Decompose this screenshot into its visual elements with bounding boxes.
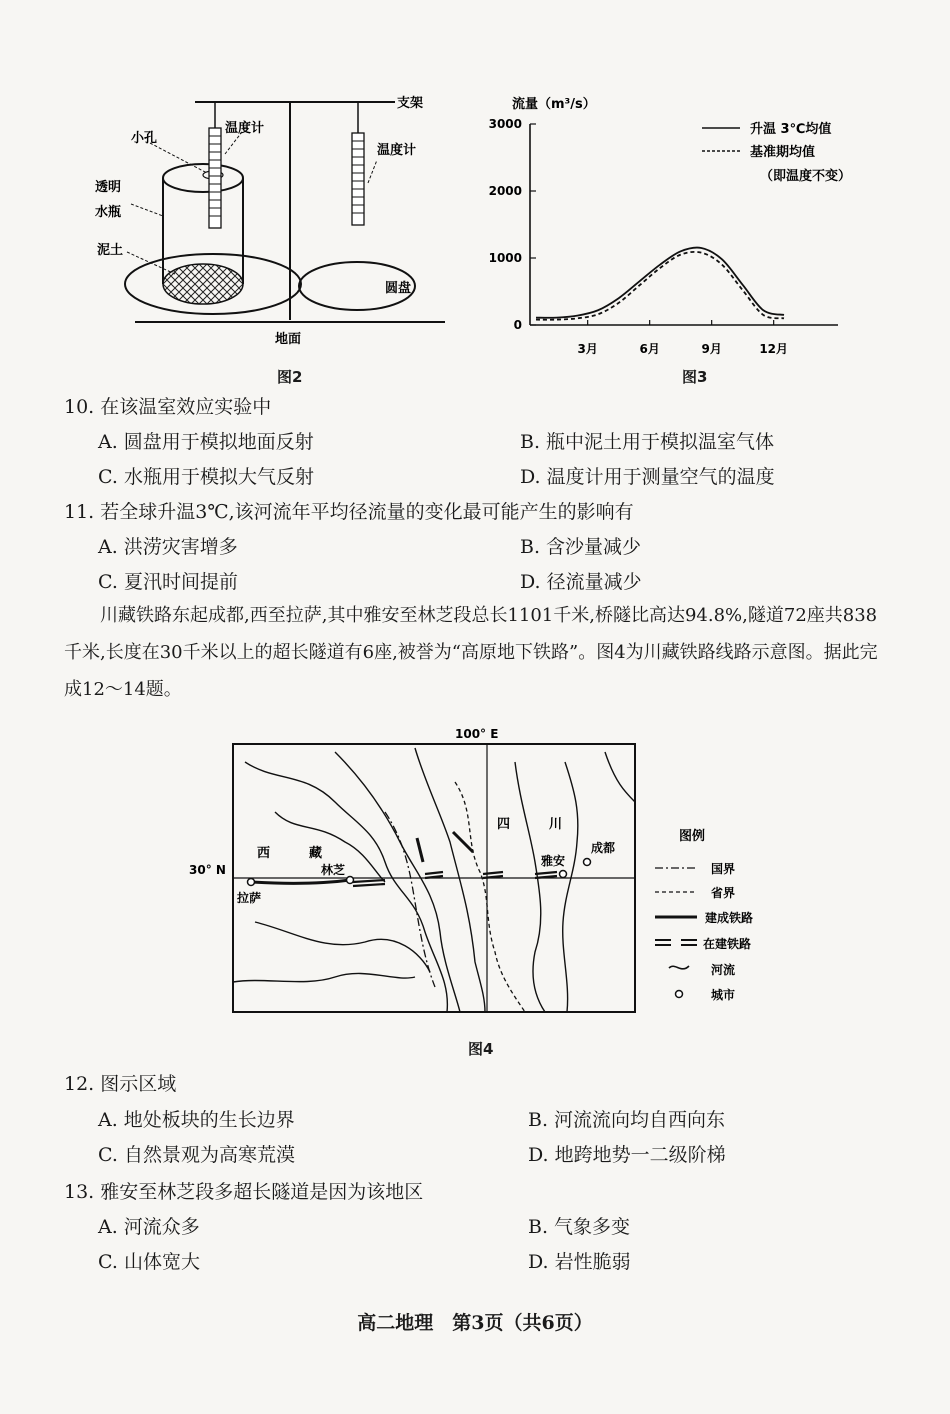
chart-x-tick-label: 12月: [759, 342, 789, 356]
legend-series-2: 基准期均值: [750, 145, 816, 160]
chart-x-tick-label: 3月: [577, 342, 598, 356]
railway-under-construction: [353, 872, 557, 882]
reading-passage: 川藏铁路东起成都,西至拉萨,其中雅安至林芝段总长1101千米,桥隧比高达94.8%,隧道72座共838千米,长度在30千米以上的超长隧道有6座,被誉为“高原地下铁路”。图4为川藏铁路线路示意图。据此完成12～14题。: [64, 605, 878, 700]
chart-y-tick-label: 1000: [488, 251, 522, 265]
question-11-option-b[interactable]: B. 含沙量减少: [520, 536, 642, 558]
city-chengdu-marker: [584, 859, 591, 866]
hole-label: 小孔: [131, 131, 158, 146]
question-13-option-b[interactable]: B. 气象多变: [528, 1216, 631, 1238]
figure-4-railway-map: [185, 722, 785, 1022]
city-linzhi-label: 林芝: [321, 863, 346, 877]
bottle-label-2: 水瓶: [95, 205, 122, 220]
question-12-option-d[interactable]: D. 地跨地势一二级阶梯: [528, 1144, 726, 1166]
city-chengdu-label: 成都: [591, 841, 616, 855]
question-13-stem: 13. 雅安至林芝段多超长隧道是因为该地区: [64, 1181, 424, 1203]
figure-3-caption: 图3: [682, 368, 708, 386]
figure-3-runoff-chart: [478, 88, 858, 363]
question-13-option-a[interactable]: A. 河流众多: [98, 1216, 200, 1238]
map-legend-title: 图例: [679, 829, 706, 844]
city-lasa-marker: [248, 879, 255, 886]
latitude-label: 30° N: [189, 863, 226, 877]
legend-built-railway: 建成铁路: [705, 911, 754, 925]
legend-city: 城市: [711, 988, 736, 1002]
legend-note: （即温度不变）: [760, 169, 852, 184]
question-13-option-c[interactable]: C. 山体宽大: [98, 1251, 200, 1273]
region-xizang-2: 藏: [309, 846, 323, 861]
figure-4-caption: 图4: [468, 1040, 494, 1058]
question-11-option-d[interactable]: D. 径流量减少: [520, 571, 642, 593]
figure-2-experiment-diagram: [95, 88, 455, 350]
question-10-option-b[interactable]: B. 瓶中泥土用于模拟温室气体: [520, 431, 775, 453]
question-11-option-a[interactable]: A. 洪涝灾害增多: [98, 536, 238, 558]
thermometer-label-1: 温度计: [225, 121, 265, 136]
region-xizang-1: 西: [257, 846, 271, 861]
series-baseline-line: [536, 252, 784, 320]
question-11-option-c[interactable]: C. 夏汛时间提前: [98, 571, 238, 593]
chart-x-tick-label: 9月: [701, 342, 722, 356]
disk-label: 圆盘: [385, 281, 412, 296]
question-13-option-d[interactable]: D. 岩性脆弱: [528, 1251, 631, 1273]
question-10-option-a[interactable]: A. 圆盘用于模拟地面反射: [98, 431, 314, 453]
figure-2-caption: 图2: [277, 368, 303, 386]
city-yaan-label: 雅安: [541, 854, 566, 868]
bottle-label-1: 透明: [95, 180, 122, 195]
question-10-stem: 10. 在该温室效应实验中: [64, 396, 272, 418]
ground-label: 地面: [275, 332, 302, 347]
rivers: [233, 748, 635, 1012]
chart-y-tick-label: 0: [513, 318, 522, 332]
question-10-option-d[interactable]: D. 温度计用于测量空气的温度: [520, 466, 775, 488]
legend-river: 河流: [711, 963, 736, 977]
city-linzhi-marker: [347, 877, 354, 884]
series-warming-3c-line: [536, 248, 784, 318]
legend-series-1: 升温 3℃均值: [750, 122, 832, 137]
question-10-option-c[interactable]: C. 水瓶用于模拟大气反射: [98, 466, 314, 488]
city-yaan-marker: [560, 871, 567, 878]
question-11-stem: 11. 若全球升温3℃,该河流年平均径流量的变化最可能产生的影响有: [64, 501, 634, 523]
chart-y-axis-label: 流量（m³/s）: [512, 97, 596, 112]
legend-national-border: 国界: [711, 862, 736, 876]
question-12-option-b[interactable]: B. 河流流向均自西向东: [528, 1109, 726, 1131]
legend-provincial-border: 省界: [711, 886, 736, 900]
legend-railway-under-construction: 在建铁路: [703, 937, 752, 951]
question-12-option-a[interactable]: A. 地处板块的生长边界: [98, 1109, 295, 1131]
chart-x-tick-label: 6月: [639, 342, 660, 356]
soil-label: 泥土: [97, 243, 124, 258]
chart-y-tick-label: 3000: [488, 117, 522, 131]
question-12-stem: 12. 图示区域: [64, 1073, 177, 1095]
thermometer-label-2: 温度计: [377, 143, 417, 158]
region-sichuan-2: 川: [549, 817, 563, 832]
longitude-label: 100° E: [455, 727, 499, 741]
soil-shape: [163, 264, 243, 304]
bracket-label: 支架: [397, 96, 424, 111]
chart-y-tick-label: 2000: [488, 184, 522, 198]
city-lasa-label: 拉萨: [237, 891, 262, 905]
page-footer: 高二地理 第3页（共6页）: [357, 1312, 593, 1334]
question-12-option-c[interactable]: C. 自然景观为高寒荒漠: [98, 1144, 295, 1166]
built-railway: [251, 880, 350, 883]
region-sichuan-1: 四: [497, 817, 511, 832]
